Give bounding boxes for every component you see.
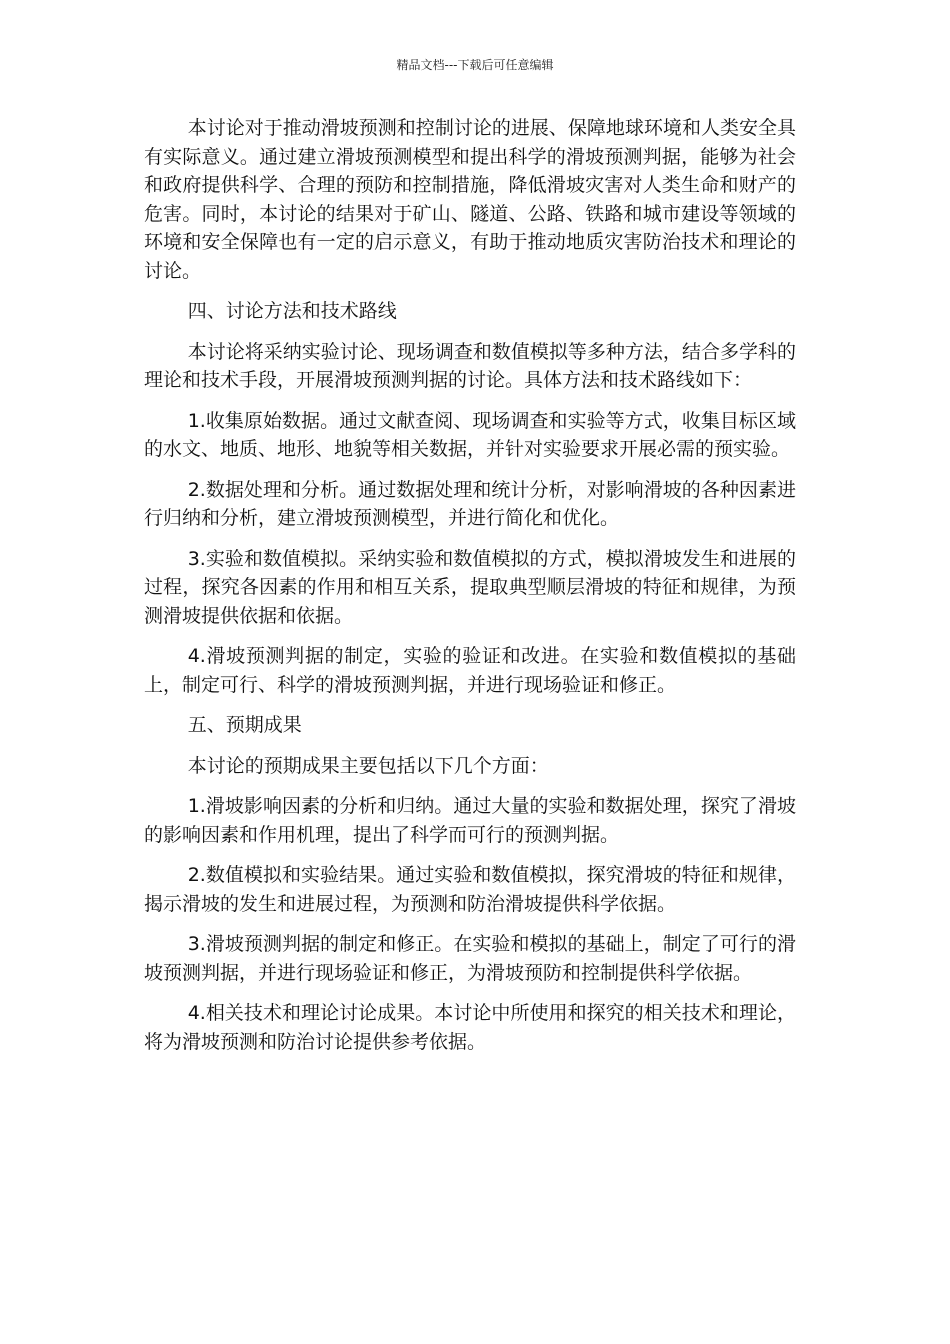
paragraph-results-intro: 本讨论的预期成果主要包括以下几个方面：	[187, 754, 549, 777]
list-item-collect-data: 1.收集原始数据。通过文献查阅、现场调查和实验等方式，收集目标区域的水文、地质、地形、地貌等相关数据，并针对实验要求开展必需的预实验。	[144, 409, 796, 460]
list-item-data-processing: 2.数据处理和分析。通过数据处理和统计分析，对影响滑坡的各种因素进行归纳和分析，建立滑坡预测模型，并进行简化和优化。	[144, 478, 796, 529]
list-item-factor-analysis: 1.滑坡影响因素的分析和归纳。通过大量的实验和数据处理，探究了滑坡的影响因素和作用机理，提出了科学而可行的预测判据。	[144, 795, 796, 846]
document-body	[144, 114, 796, 1068]
list-item-criteria-revision: 3.滑坡预测判据的制定和修正。在实验和模拟的基础上，制定了可行的滑坡预测判据，并进行现场验证和修正，为滑坡预防和控制提供科学依据。	[144, 933, 796, 984]
list-item-simulation-results: 2.数值模拟和实验结果。通过实验和数值模拟，探究滑坡的特征和规律，揭示滑坡的发生和进展过程，为预测和防治滑坡提供科学依据。	[144, 864, 796, 915]
list-item-criteria-formulation: 4.滑坡预测判据的制定，实验的验证和改进。在实验和数值模拟的基础上，制定可行、科学的滑坡预测判据，并进行现场验证和修正。	[144, 645, 796, 696]
list-item-experiment-simulation: 3.实验和数值模拟。采纳实验和数值模拟的方式，模拟滑坡发生和进展的过程，探究各因素的作用和相互关系，提取典型顺层滑坡的特征和规律，为预测滑坡提供依据和依据。	[144, 547, 796, 627]
section-heading-methods: 四、讨论方法和技术路线	[187, 300, 397, 322]
page-header: 精品文档---下载后可任意编辑	[396, 58, 554, 72]
paragraph-significance: 本讨论对于推动滑坡预测和控制讨论的进展、保障地球环境和人类安全具有实际意义。通过建立滑坡预测模型和提出科学的滑坡预测判据，能够为社会和政府提供科学、合理的预防和控制措施，降低滑坡灾害对人类生命和财产的危害。同时，本讨论的结果对于矿山、隧道、公路、铁路和城市建设等领域的环境和安全保障也有一定的启示意义，有助于推动地质灾害防治技术和理论的讨论。	[144, 117, 796, 282]
paragraph-methods-intro: 本讨论将采纳实验讨论、现场调查和数值模拟等多种方法，结合多学科的理论和技术手段，开展滑坡预测判据的讨论。具体方法和技术路线如下：	[144, 340, 796, 391]
section-heading-expected-results: 五、预期成果	[187, 714, 302, 736]
list-item-theory-outcomes: 4.相关技术和理论讨论成果。本讨论中所使用和探究的相关技术和理论，将为滑坡预测和防治讨论提供参考依据。	[144, 1002, 796, 1053]
